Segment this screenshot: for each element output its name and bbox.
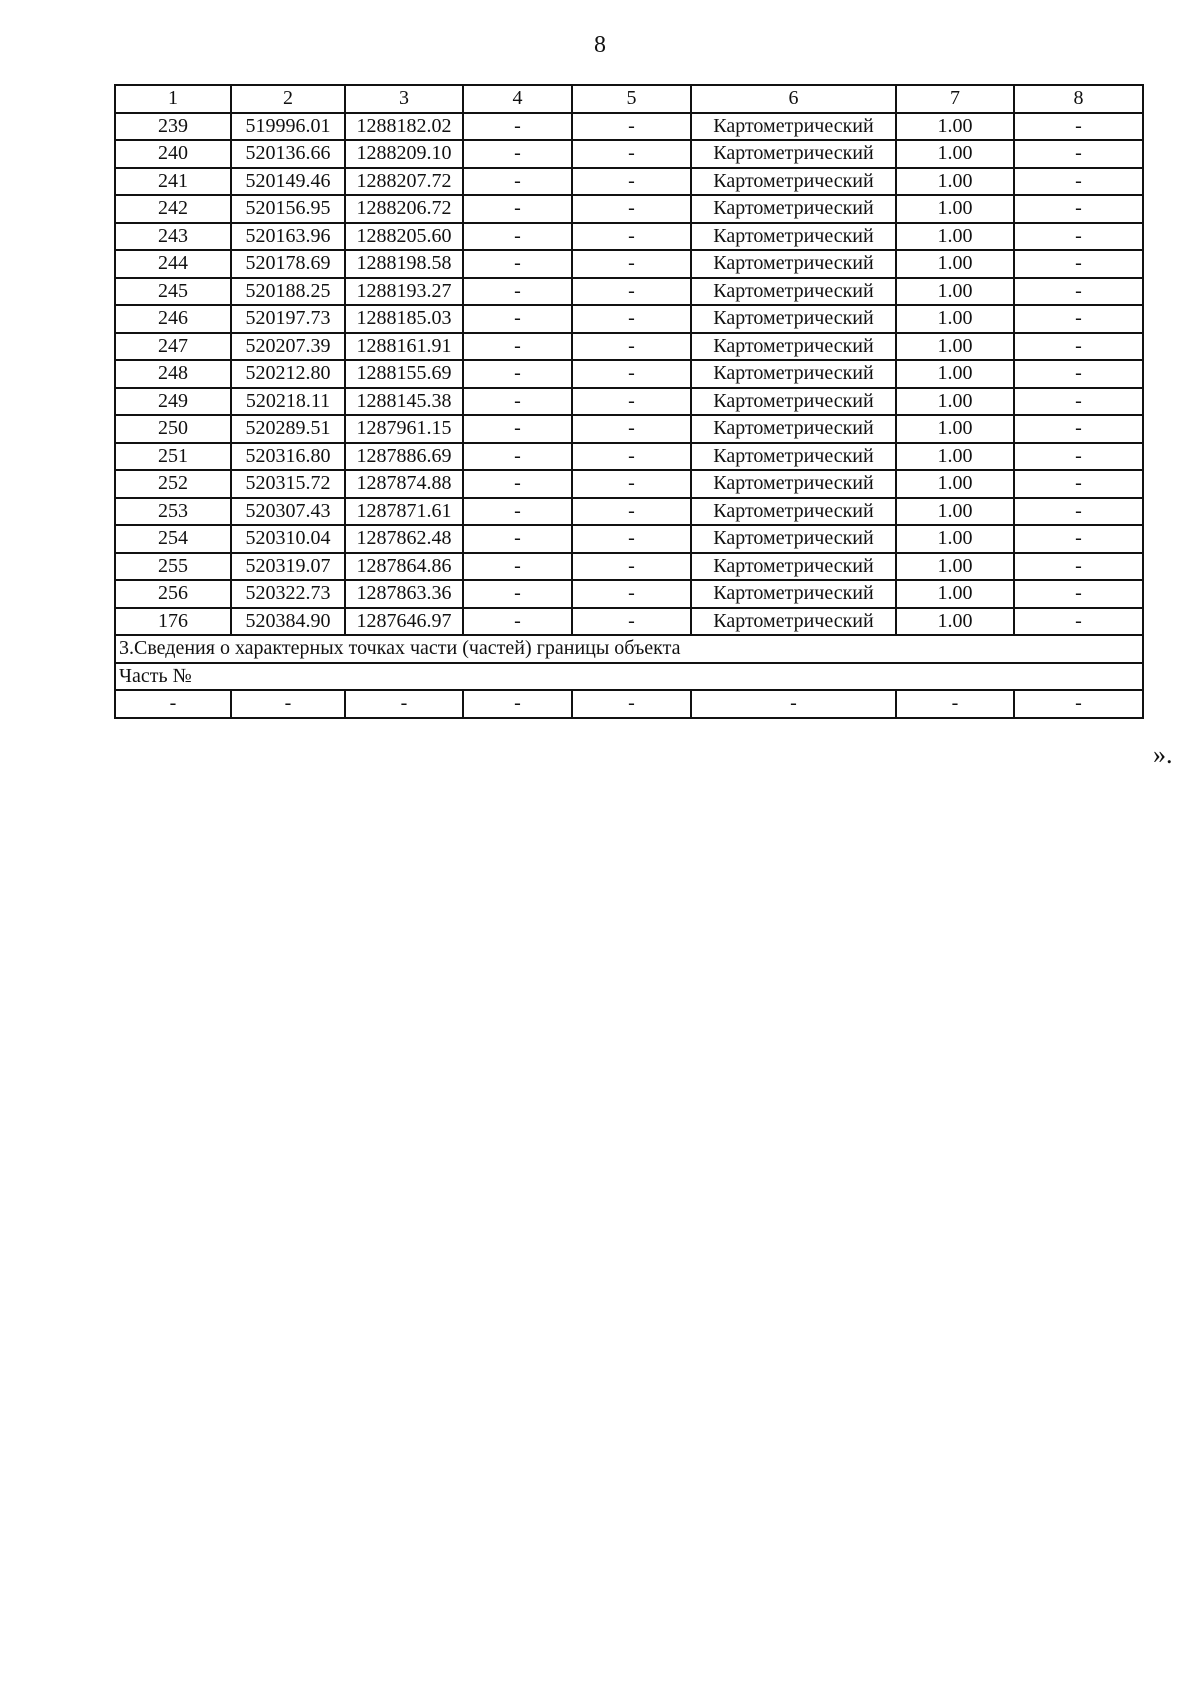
table-cell: Картометрический bbox=[691, 388, 896, 416]
table-cell: 1.00 bbox=[896, 195, 1014, 223]
column-header: 6 bbox=[691, 85, 896, 113]
table-cell: - bbox=[572, 443, 691, 471]
table-cell: 239 bbox=[115, 113, 231, 141]
table-cell: 1.00 bbox=[896, 388, 1014, 416]
table-cell: 520178.69 bbox=[231, 250, 345, 278]
table-cell: 255 bbox=[115, 553, 231, 581]
table-cell: Картометрический bbox=[691, 498, 896, 526]
section-row bbox=[115, 635, 1143, 663]
table-cell: - bbox=[1014, 580, 1143, 608]
table-row bbox=[115, 415, 1143, 443]
table-cell: - bbox=[1014, 250, 1143, 278]
header-row bbox=[115, 85, 1143, 113]
table-cell: - bbox=[572, 690, 691, 718]
table-cell: 520307.43 bbox=[231, 498, 345, 526]
table-cell: 1287961.15 bbox=[345, 415, 463, 443]
table-cell: 242 bbox=[115, 195, 231, 223]
table-cell: Картометрический bbox=[691, 553, 896, 581]
table-cell: - bbox=[572, 360, 691, 388]
table-row bbox=[115, 470, 1143, 498]
table-cell: 247 bbox=[115, 333, 231, 361]
table-cell: - bbox=[1014, 470, 1143, 498]
table-cell: - bbox=[463, 608, 572, 636]
table-cell: 1.00 bbox=[896, 470, 1014, 498]
table-cell: 176 bbox=[115, 608, 231, 636]
table-cell: - bbox=[463, 498, 572, 526]
table-cell: - bbox=[1014, 195, 1143, 223]
table-cell: - bbox=[572, 608, 691, 636]
table-cell: 1287886.69 bbox=[345, 443, 463, 471]
table-cell: - bbox=[231, 690, 345, 718]
table-cell: 520384.90 bbox=[231, 608, 345, 636]
table-cell: - bbox=[691, 690, 896, 718]
part-label-row bbox=[115, 663, 1143, 691]
table-cell: Картометрический bbox=[691, 333, 896, 361]
table-cell: Картометрический bbox=[691, 195, 896, 223]
table-cell: - bbox=[572, 250, 691, 278]
table-cell: Картометрический bbox=[691, 223, 896, 251]
table-row bbox=[115, 140, 1143, 168]
table-cell: - bbox=[463, 360, 572, 388]
table-cell: 1.00 bbox=[896, 223, 1014, 251]
table-cell: 1288198.58 bbox=[345, 250, 463, 278]
table-cell: 1.00 bbox=[896, 443, 1014, 471]
table-cell: - bbox=[1014, 498, 1143, 526]
table-cell: 256 bbox=[115, 580, 231, 608]
table-cell: Картометрический bbox=[691, 360, 896, 388]
table-cell: 520163.96 bbox=[231, 223, 345, 251]
table-cell: 243 bbox=[115, 223, 231, 251]
table-row bbox=[115, 580, 1143, 608]
table-cell: 1.00 bbox=[896, 608, 1014, 636]
table-cell: 519996.01 bbox=[231, 113, 345, 141]
table-row bbox=[115, 608, 1143, 636]
table-cell: - bbox=[463, 278, 572, 306]
table-cell: - bbox=[572, 223, 691, 251]
table-cell: - bbox=[463, 113, 572, 141]
table-cell: - bbox=[463, 305, 572, 333]
table-cell: - bbox=[1014, 333, 1143, 361]
page-number: 8 bbox=[594, 32, 606, 58]
table-cell: 1.00 bbox=[896, 168, 1014, 196]
table-cell: 246 bbox=[115, 305, 231, 333]
table-cell: 1.00 bbox=[896, 113, 1014, 141]
table-cell: 520319.07 bbox=[231, 553, 345, 581]
table-cell: 1.00 bbox=[896, 278, 1014, 306]
table-cell: 249 bbox=[115, 388, 231, 416]
table-cell: - bbox=[1014, 415, 1143, 443]
table-cell: - bbox=[463, 195, 572, 223]
table-cell: - bbox=[1014, 168, 1143, 196]
table-cell: 520136.66 bbox=[231, 140, 345, 168]
table-cell: Картометрический bbox=[691, 415, 896, 443]
table-cell: - bbox=[463, 333, 572, 361]
table-cell: 1.00 bbox=[896, 525, 1014, 553]
table-cell: - bbox=[572, 305, 691, 333]
table-cell: Картометрический bbox=[691, 168, 896, 196]
table-row bbox=[115, 388, 1143, 416]
table-cell: 254 bbox=[115, 525, 231, 553]
table-cell: 1.00 bbox=[896, 333, 1014, 361]
table-cell: 520156.95 bbox=[231, 195, 345, 223]
table-cell: Картометрический bbox=[691, 250, 896, 278]
table-cell: - bbox=[572, 470, 691, 498]
table-cell: - bbox=[572, 140, 691, 168]
table-cell: 252 bbox=[115, 470, 231, 498]
table-cell: - bbox=[463, 250, 572, 278]
table-cell: 1.00 bbox=[896, 140, 1014, 168]
table-cell: 253 bbox=[115, 498, 231, 526]
table-cell: - bbox=[572, 498, 691, 526]
table-cell: 1288207.72 bbox=[345, 168, 463, 196]
table-cell: - bbox=[463, 140, 572, 168]
table-cell: - bbox=[1014, 690, 1143, 718]
part-values-row bbox=[115, 690, 1143, 718]
table-cell: 520149.46 bbox=[231, 168, 345, 196]
table-cell: Картометрический bbox=[691, 580, 896, 608]
table-cell: 1.00 bbox=[896, 498, 1014, 526]
table-cell: - bbox=[1014, 443, 1143, 471]
table-cell: - bbox=[572, 525, 691, 553]
table-cell: 520212.80 bbox=[231, 360, 345, 388]
table-row bbox=[115, 113, 1143, 141]
table-cell: 1.00 bbox=[896, 553, 1014, 581]
table-cell: 241 bbox=[115, 168, 231, 196]
table-cell: 520316.80 bbox=[231, 443, 345, 471]
column-header: 3 bbox=[345, 85, 463, 113]
table-cell: - bbox=[463, 470, 572, 498]
table-cell: - bbox=[1014, 360, 1143, 388]
table-cell: - bbox=[572, 580, 691, 608]
table-cell: - bbox=[463, 168, 572, 196]
table-cell: 520188.25 bbox=[231, 278, 345, 306]
column-header: 4 bbox=[463, 85, 572, 113]
table-cell: 1288209.10 bbox=[345, 140, 463, 168]
table-cell: 245 bbox=[115, 278, 231, 306]
table-cell: 1288161.91 bbox=[345, 333, 463, 361]
table-cell: 1.00 bbox=[896, 415, 1014, 443]
table-cell: 1288185.03 bbox=[345, 305, 463, 333]
table-cell: Картометрический bbox=[691, 278, 896, 306]
table-cell: - bbox=[463, 223, 572, 251]
table-cell: 1287862.48 bbox=[345, 525, 463, 553]
table-cell: 1287874.88 bbox=[345, 470, 463, 498]
column-header: 7 bbox=[896, 85, 1014, 113]
table-cell: 1287864.86 bbox=[345, 553, 463, 581]
column-header: 5 bbox=[572, 85, 691, 113]
section-title: 3.Сведения о характерных точках части (частей) границы объекта bbox=[115, 635, 1143, 663]
table-row bbox=[115, 498, 1143, 526]
table-row bbox=[115, 195, 1143, 223]
table-cell: - bbox=[1014, 223, 1143, 251]
table-row bbox=[115, 168, 1143, 196]
table-cell: - bbox=[572, 168, 691, 196]
table-cell: - bbox=[1014, 525, 1143, 553]
column-header: 2 bbox=[231, 85, 345, 113]
table-cell: 251 bbox=[115, 443, 231, 471]
part-label: Часть № bbox=[115, 663, 1143, 691]
table-cell: - bbox=[572, 195, 691, 223]
table-cell: Картометрический bbox=[691, 525, 896, 553]
table-cell: 1.00 bbox=[896, 305, 1014, 333]
table-cell: - bbox=[1014, 553, 1143, 581]
table-cell: - bbox=[463, 690, 572, 718]
table-cell: 1287863.36 bbox=[345, 580, 463, 608]
closing-quote-mark: ». bbox=[1153, 740, 1173, 769]
table-cell: Картометрический bbox=[691, 113, 896, 141]
table-cell: - bbox=[1014, 140, 1143, 168]
table-cell: Картометрический bbox=[691, 140, 896, 168]
table-cell: - bbox=[345, 690, 463, 718]
table-row bbox=[115, 360, 1143, 388]
table-cell: - bbox=[463, 553, 572, 581]
table-cell: 250 bbox=[115, 415, 231, 443]
table-cell: - bbox=[463, 443, 572, 471]
boundary-points-table bbox=[114, 84, 1144, 719]
table-cell: 520322.73 bbox=[231, 580, 345, 608]
column-header: 8 bbox=[1014, 85, 1143, 113]
table-cell: 1288155.69 bbox=[345, 360, 463, 388]
table-cell: 244 bbox=[115, 250, 231, 278]
table-row bbox=[115, 305, 1143, 333]
column-header: 1 bbox=[115, 85, 231, 113]
table-row bbox=[115, 525, 1143, 553]
table-cell: - bbox=[572, 388, 691, 416]
table-cell: 520289.51 bbox=[231, 415, 345, 443]
table-cell: - bbox=[896, 690, 1014, 718]
table-cell: 1288206.72 bbox=[345, 195, 463, 223]
table-cell: - bbox=[463, 525, 572, 553]
table-cell: Картометрический bbox=[691, 608, 896, 636]
table-cell: 520197.73 bbox=[231, 305, 345, 333]
table-cell: 1288205.60 bbox=[345, 223, 463, 251]
table-cell: Картометрический bbox=[691, 305, 896, 333]
table-cell: 1287871.61 bbox=[345, 498, 463, 526]
table-cell: - bbox=[1014, 608, 1143, 636]
table-row bbox=[115, 223, 1143, 251]
table-cell: 248 bbox=[115, 360, 231, 388]
table-cell: - bbox=[572, 278, 691, 306]
table-row bbox=[115, 333, 1143, 361]
table-cell: - bbox=[1014, 113, 1143, 141]
table-cell: 1288145.38 bbox=[345, 388, 463, 416]
table-cell: 1.00 bbox=[896, 250, 1014, 278]
table-cell: Картометрический bbox=[691, 470, 896, 498]
table-cell: - bbox=[572, 333, 691, 361]
table-cell: 1287646.97 bbox=[345, 608, 463, 636]
table-body bbox=[115, 85, 1143, 718]
table-cell: - bbox=[1014, 305, 1143, 333]
table-cell: - bbox=[572, 553, 691, 581]
table-cell: 1.00 bbox=[896, 580, 1014, 608]
table-cell: 1.00 bbox=[896, 360, 1014, 388]
table-cell: Картометрический bbox=[691, 443, 896, 471]
table-cell: 520315.72 bbox=[231, 470, 345, 498]
table-cell: 520207.39 bbox=[231, 333, 345, 361]
table-cell: - bbox=[463, 388, 572, 416]
table-row bbox=[115, 250, 1143, 278]
table-cell: - bbox=[572, 113, 691, 141]
table-row bbox=[115, 443, 1143, 471]
table-cell: 1288182.02 bbox=[345, 113, 463, 141]
table-cell: - bbox=[1014, 388, 1143, 416]
table-row bbox=[115, 553, 1143, 581]
table-cell: - bbox=[1014, 278, 1143, 306]
table-cell: - bbox=[463, 415, 572, 443]
table-cell: 520310.04 bbox=[231, 525, 345, 553]
table-cell: - bbox=[572, 415, 691, 443]
table-cell: 1288193.27 bbox=[345, 278, 463, 306]
table-cell: - bbox=[463, 580, 572, 608]
table-cell: - bbox=[115, 690, 231, 718]
table-cell: 240 bbox=[115, 140, 231, 168]
table-row bbox=[115, 278, 1143, 306]
table-cell: 520218.11 bbox=[231, 388, 345, 416]
